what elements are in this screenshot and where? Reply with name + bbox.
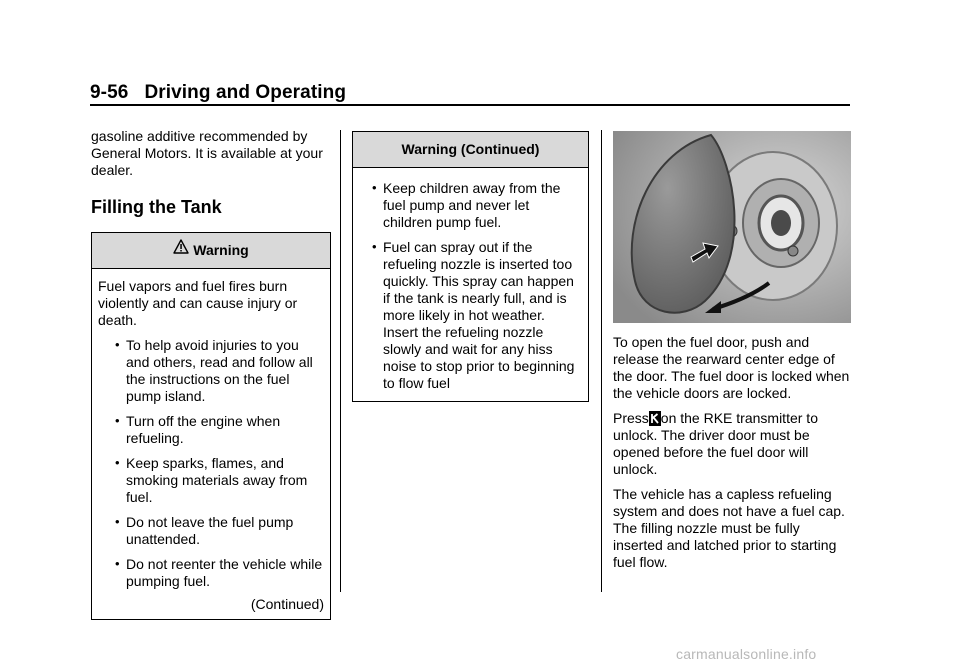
page-header <box>90 82 346 104</box>
list-item: • Do not leave the fuel pump unattended. <box>98 514 324 548</box>
paragraph: To open the fuel door, push and release the rearward center edge of the door. The fuel door is locked when the vehicle doors are locked. <box>613 334 850 401</box>
key-icon <box>649 411 661 426</box>
continued-label: (Continued) <box>250 596 324 612</box>
warning-body <box>92 269 330 619</box>
list-item: • To help avoid injuries to you and others, read and follow all the instructions on the fuel pump island. <box>98 337 324 405</box>
warning-text: Fuel vapors and fuel fires burn violently and can cause injury or death. <box>98 278 298 328</box>
list-item: • Keep children away from the fuel pump and never let children pump fuel. <box>359 180 582 231</box>
paragraph: The vehicle has a capless refueling system and does not have a fuel cap. The filling nozzle must be fully inserted and latched prior to starting fuel flow. <box>613 486 845 570</box>
column-2 <box>352 131 589 402</box>
column-1 <box>91 128 331 620</box>
fuel-door-photo <box>613 131 851 323</box>
warning-list <box>359 180 582 392</box>
list-item: • Fuel can spray out if the refueling nozzle is inserted too quickly. This spray can happen if the tank is nearly full, and is more likely in hot weather. Insert the refueling nozzle slowly and wait for any hiss noise to stop prior to beginning to flow fuel <box>359 239 582 392</box>
chapter-title: Driving and Operating <box>144 82 347 103</box>
section-title: Filling the Tank <box>91 197 222 217</box>
warning-list <box>98 337 324 590</box>
warning-body <box>353 168 588 401</box>
warning-triangle-icon <box>173 232 189 267</box>
watermark: carmanualsonline.info <box>676 646 817 662</box>
column-divider <box>340 130 341 592</box>
list-item: • Turn off the engine when refueling. <box>98 413 324 447</box>
warning-box-continued <box>352 131 589 402</box>
column-3 <box>613 131 851 579</box>
warning-box <box>91 232 331 620</box>
column-divider <box>601 130 602 592</box>
list-item: • Keep sparks, flames, and smoking materials away from fuel. <box>98 455 324 506</box>
warning-title: Warning <box>193 242 249 258</box>
warning-header: Warning (Continued) <box>353 132 588 168</box>
intro-paragraph: gasoline additive recommended by General Motors. It is available at your dealer. <box>91 128 323 178</box>
warning-header <box>92 233 330 269</box>
list-item: • Do not reenter the vehicle while pumping fuel. <box>98 556 324 590</box>
paragraph-with-icon: Press on the RKE transmitter to unlock. The driver door must be opened before the fuel door will unlock. <box>613 410 818 477</box>
header-rule <box>90 104 850 106</box>
page-number: 9-56 <box>90 82 129 103</box>
